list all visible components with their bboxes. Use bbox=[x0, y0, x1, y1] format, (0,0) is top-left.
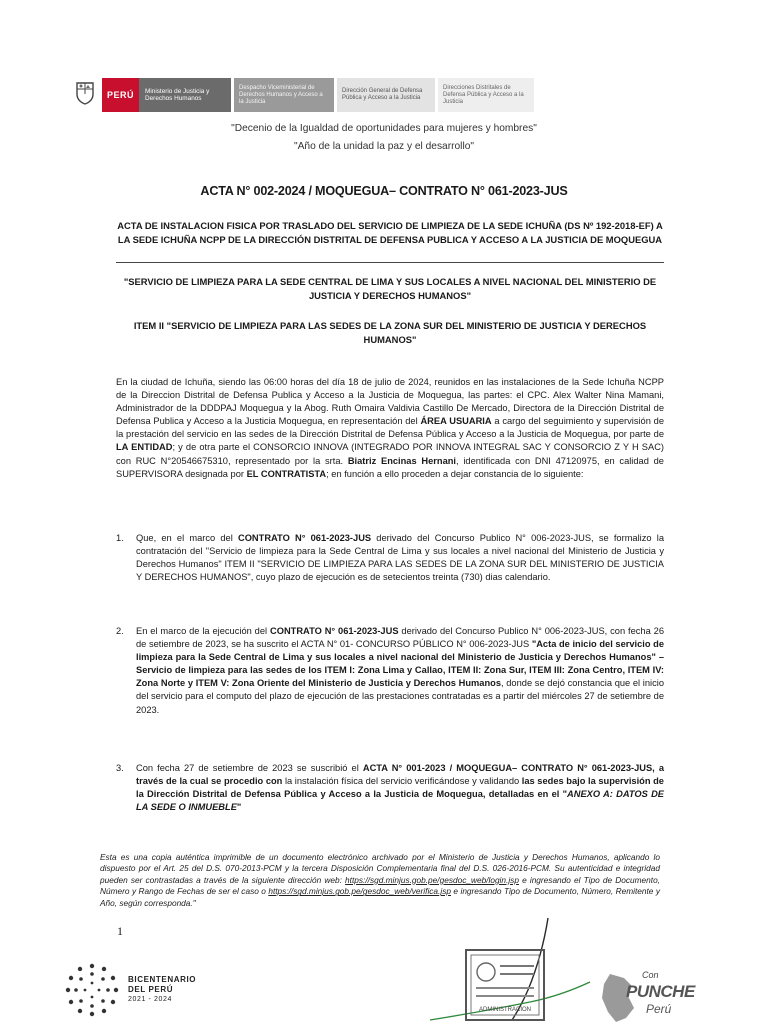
decade-slogan: "Decenio de la Igualdad de oportunidades para mujeres y hombres" bbox=[231, 123, 537, 134]
list-item-number: 1. bbox=[116, 533, 124, 543]
stamp-text: ADMINISTRACION bbox=[478, 1007, 532, 1013]
list-item-text: Que, en el marco del CONTRATO N° 061-2023-JUS derivado del Concurso Publico N° 006-2023-JUS, se formalizo la contratación del "Servicio de limpieza para la Sede Central de Lima y sus locales a nivel nacional del Ministerio de Justicia y Derechos Humanos" ITEM II "SERVICIO DE LIMPIEZA PARA LAS SEDES DE LA ZONA SUR DEL MINISTERIO DE JUSTICIA Y DERECHOS HUMANOS", cuyo plazo de ejecución es de setecientos treinta (730) dias calendario. bbox=[136, 533, 664, 583]
intro-paragraph: En la ciudad de Ichuña, siendo las 06:00 horas del día 18 de julio de 2024, reunidos en las instalaciones de la Sede Ichuña NCPP de la Direccion Distrital de Defensa Publica y Acceso a la Justicia de Moquegua, las partes: el CPC. Alex Walter Nina Mamani, Administrador de la DDDPAJ Moquegua y la Abog. Ruth Omaira Valdivia Castillo De Mercado, Directora de la Dirección Distrital de Defensa Publica y Acceso a la Justicia Moquegua, en representación del ÁREA USUARIA a cargo del seguimiento y supervisión de la prestación del servicio en las sedes de la Dirección Distrital de Defensa Pública y Acceso a la Justicia de Moquegua, por parte de LA ENTIDAD; y de otra parte el CONSORCIO INNOVA (INTEGRADO POR INNOVA INTEGRAL SAC Y CONSORCIO Z Y H SAC) con RUC N°20546675310, representado por la srta. Biatriz Encinas Hernani, identificada con DNI 47120975, en calidad de SUPERVISORA designada por EL CONTRATISTA; en función a ello proceden a dejar constancia de lo siguiente: bbox=[116, 377, 665, 479]
list-item bbox=[116, 532, 664, 584]
verify-link[interactable]: https://sgd.minjus.gob.pe/gesdoc_web/verifica.jsp bbox=[268, 886, 451, 897]
year-slogan: "Año de la unidad la paz y el desarrollo" bbox=[294, 141, 474, 152]
con-label: Con bbox=[642, 970, 659, 980]
general-direction-label: Dirección General de Defensa Pública y Acceso a la Justicia bbox=[337, 78, 435, 112]
official-stamp bbox=[462, 946, 548, 1024]
dependency-label: Despacho Viceministerial de Derechos Humanos y Acceso a la Justicia bbox=[234, 78, 334, 112]
list-item-text: En el marco de la ejecución del CONTRATO N° 061-2023-JUS derivado del Concurso Publico N° 006-2023-JUS, con fecha 26 de setiembre de 2023, se ha suscrito el ACTA N° 01- CONCURSO PÚBLICO N° 006-2023-JUS "Acta de inicio del servicio de limpieza para la Sede Central de Lima y sus locales a nivel nacional del Ministerio de Justicia y Derechos Humanos" – Servicio de limpieza para las sedes de los ITEM I: Zona Lima y Callao, ITEM II: Zona Sur, ITEM III: Zona Centro, ITEM IV: Zona Norte y ITEM V: Zona Oriente del Ministerio de Justicia y Derechos Humanos, donde se dejó constancia que el inicio del servicio para el computo del plazo de ejecución de las prestaciones contratadas es a partir del miércoles 27 de setiembre de 2023. bbox=[136, 626, 665, 715]
con-punche-peru-logo bbox=[598, 968, 702, 1024]
coat-of-arms-icon bbox=[72, 78, 98, 108]
list-item bbox=[116, 625, 664, 717]
document-subtitle: ACTA DE INSTALACION FISICA POR TRASLADO DEL SERVICIO DE LIMPIEZA DE LA SEDE ICHUÑA (DS Nº 192-2018-EF) A LA SEDE ICHUÑA NCPP DE LA DIRECCIÓN DISTRITAL DE DEFENSA PUBLICA Y ACCESO A LA JUSTICIA DE MOQUEGUA bbox=[117, 220, 663, 245]
district-directions-label: Direcciones Distritales de Defensa Pública y Acceso a la Justicia bbox=[438, 78, 534, 112]
authenticity-note: Esta es una copia auténtica imprimible de un documento electrónico archivado por el Ministerio de Justicia y Derechos Humanos, aplicando lo dispuesto por el Art. 25 del D.S. 070-2013-PCM y la tercera Disposición Complementaria final del D.S. 026-2016-PCM. Su autenticidad e integridad pueden ser contrastadas a través de la siguiente dirección web: https://sgd.minjus.gob.pe/gesdoc_web/login.jsp e ingresando el Tipo de Documento, Número y Rango de Fechas de ser el caso o https://sgd.minjus.gob.pe/gesdoc_web/verifica.jsp e ingresando Tipo de Documento, Número, Remitente y Año, según corresponda." bbox=[100, 852, 660, 908]
bicentenario-emblem-icon bbox=[64, 962, 120, 1018]
list-item bbox=[116, 762, 664, 814]
list-item-number: 2. bbox=[116, 626, 124, 636]
peru-label: PERÚ bbox=[102, 78, 139, 112]
item-title: ITEM II "SERVICIO DE LIMPIEZA PARA LAS SEDES DE LA ZONA SUR DEL MINISTERIO DE JUSTICIA Y DERECHOS HUMANOS" bbox=[133, 320, 647, 345]
header-logo-strip bbox=[72, 78, 534, 112]
punche-label: PUNCHE bbox=[626, 982, 695, 1001]
bicentenario-text: BICENTENARIO DEL PERÚ 2021 - 2024 bbox=[128, 975, 197, 1003]
service-title: "SERVICIO DE LIMPIEZA PARA LA SEDE CENTRAL DE LIMA Y SUS LOCALES A NIVEL NACIONAL DEL MINISTERIO DE JUSTICIA Y DERECHOS HUMANOS" bbox=[123, 276, 657, 301]
subtitle-divider bbox=[116, 262, 664, 263]
list-item-number: 3. bbox=[116, 763, 124, 773]
peru-script-label: Perú bbox=[646, 1002, 672, 1016]
document-title: ACTA N° 002-2024 / MOQUEGUA– CONTRATO N° 061-2023-JUS bbox=[200, 184, 568, 198]
bicentenario-logo bbox=[64, 962, 196, 1018]
list-item-text: Con fecha 27 de setiembre de 2023 se suscribió el ACTA N° 001-2023 / MOQUEGUA– CONTRATO N° 061-2023-JUS, a través de la cual se procedio con la instalación física del servicio verificándose y validando las sedes bajo la supervisión de la Dirección Distrital de Defensa Pública y Acceso a la Justicia de Moquegua, detalladas en el "ANEXO A: DATOS DE LA SEDE O INMUEBLE" bbox=[136, 763, 665, 813]
login-link[interactable]: https://sgd.minjus.gob.pe/gesdoc_web/login.jsp bbox=[345, 874, 519, 885]
page-number: 1 bbox=[117, 924, 123, 938]
ministry-label: Ministerio de Justicia y Derechos Humanos bbox=[139, 78, 231, 112]
